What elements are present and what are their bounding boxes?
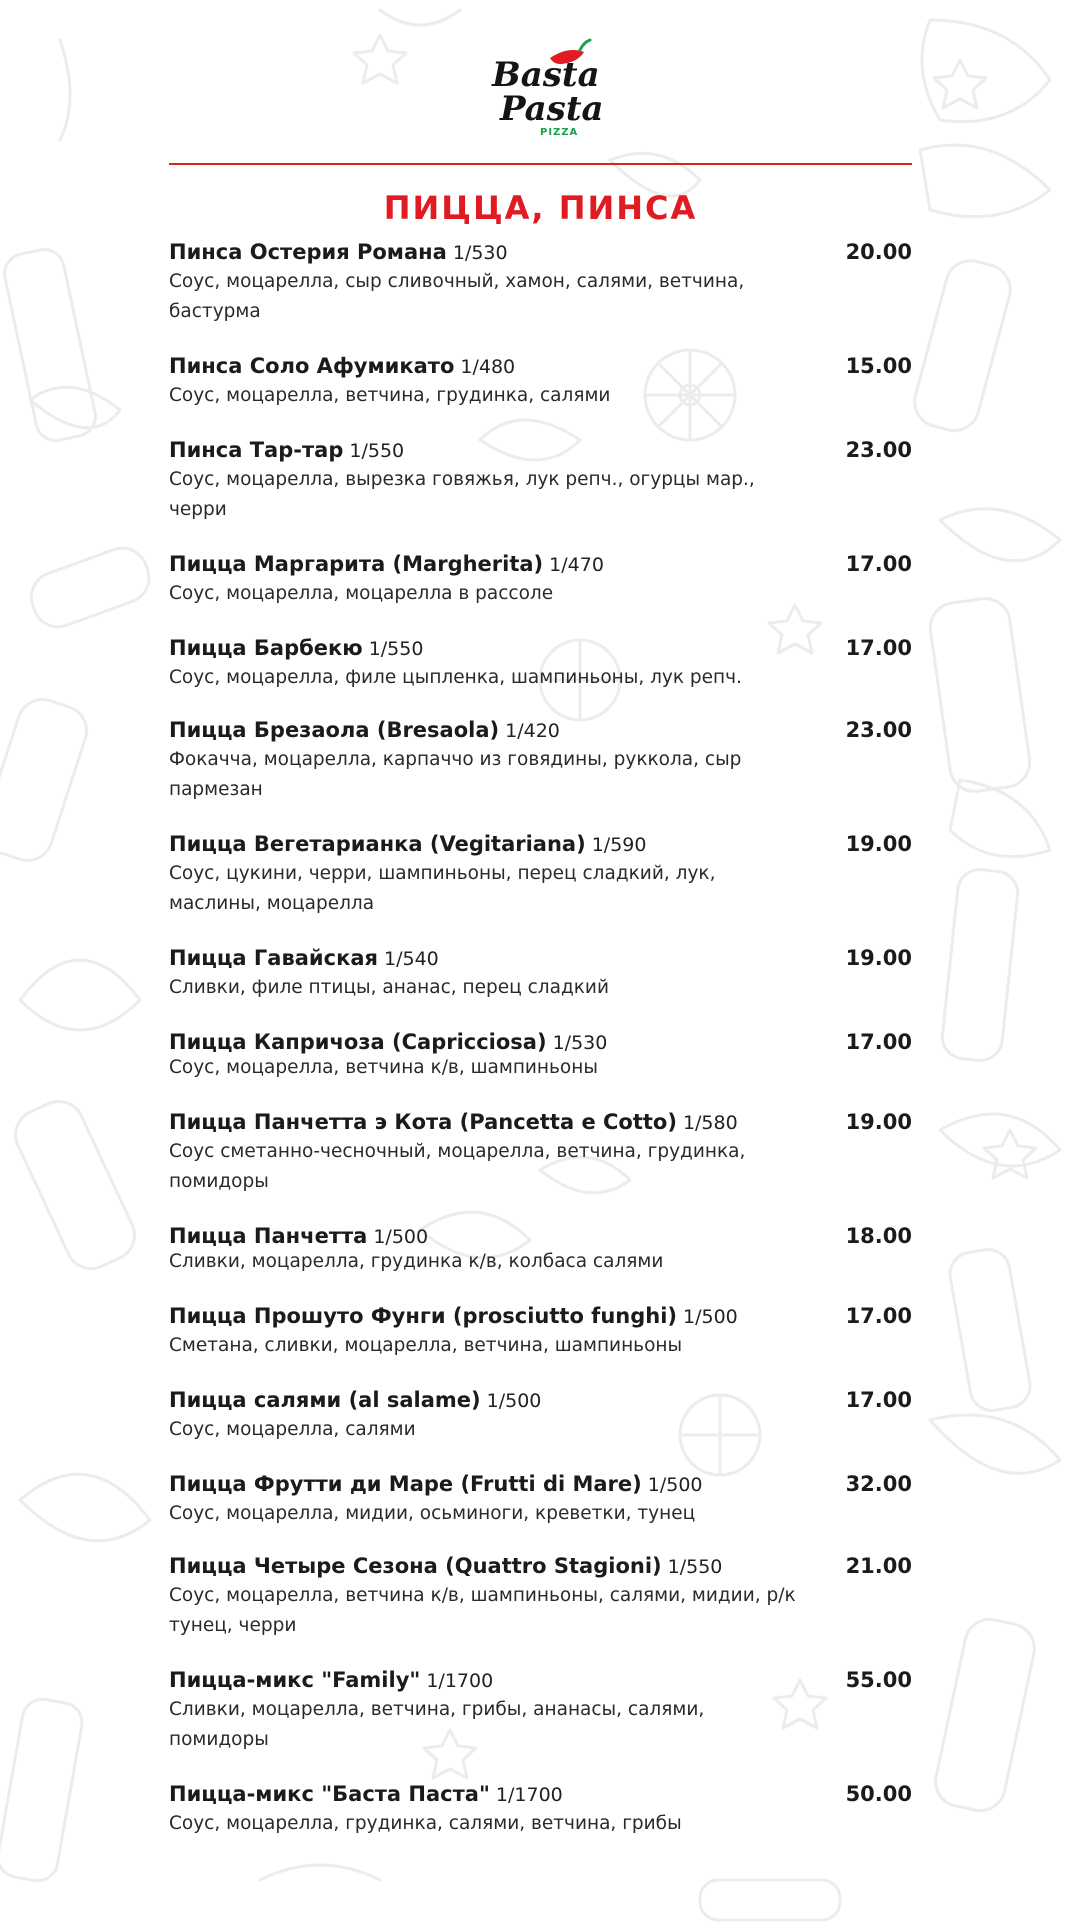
menu-item xyxy=(169,1385,912,1445)
item-name: Пинса Тар-тар xyxy=(169,438,344,462)
item-name: Пинса Соло Афумикато xyxy=(169,354,455,378)
item-description: Соус, моцарелла, ветчина к/в, шампиньоны, салями, мидии, р/к тунец, черри xyxy=(169,1585,796,1636)
item-description: Сметана, сливки, моцарелла, ветчина, шампиньоны xyxy=(169,1335,683,1356)
item-name: Пинса Остерия Романа xyxy=(169,240,447,264)
item-price: 21.00 xyxy=(845,1554,912,1578)
item-weight: 1/500 xyxy=(486,1390,542,1412)
logo-text-pasta: Pasta xyxy=(500,89,604,129)
item-description: Соус, моцарелла, филе цыпленка, шампиньоны, лук репч. xyxy=(169,667,742,688)
item-description: Соус, цукини, черри, шампиньоны, перец сладкий, лук, маслины, моцарелла xyxy=(169,863,716,914)
item-name: Пицца Прошуто Фунги (prosciutto funghi) xyxy=(169,1304,677,1328)
item-description: Сливки, филе птицы, ананас, перец сладкий xyxy=(169,977,609,998)
item-description: Фокачча, моцарелла, карпаччо из говядины, руккола, сыр пармезан xyxy=(169,749,742,800)
item-description: Соус, моцарелла, салями xyxy=(169,1419,416,1440)
menu-item xyxy=(169,715,912,805)
item-weight: 1/550 xyxy=(349,440,405,462)
item-price: 18.00 xyxy=(845,1224,912,1248)
menu-item xyxy=(169,1779,912,1839)
item-price: 17.00 xyxy=(845,636,912,660)
menu-item xyxy=(169,351,912,411)
item-price: 17.00 xyxy=(845,1030,912,1054)
item-price: 17.00 xyxy=(845,1388,912,1412)
menu-item xyxy=(169,1027,912,1079)
item-name: Пицца Четыре Сезона (Quattro Stagioni) xyxy=(169,1554,662,1578)
menu-list xyxy=(169,0,912,1922)
menu-item xyxy=(169,1221,912,1273)
item-price: 19.00 xyxy=(845,1110,912,1134)
item-name: Пицца Капричоза (Capricciosa) xyxy=(169,1030,547,1054)
logo-text-basta: Basta xyxy=(492,55,600,95)
item-weight: 1/420 xyxy=(505,720,560,742)
item-name: Пицца Гавайская xyxy=(169,946,378,970)
item-weight: 1/550 xyxy=(667,1556,723,1578)
item-description: Соус, моцарелла, мидии, осьминоги, креветки, тунец xyxy=(169,1503,696,1524)
menu-item xyxy=(169,237,912,327)
menu-item xyxy=(169,633,912,693)
item-price: 32.00 xyxy=(845,1472,912,1496)
item-description: Сливки, моцарелла, грудинка к/в, колбаса салями xyxy=(169,1251,664,1272)
item-name: Пицца Маргарита (Margherita) xyxy=(169,552,544,576)
item-weight: 1/500 xyxy=(683,1306,738,1328)
item-price: 19.00 xyxy=(845,946,912,970)
item-name: Пицца Панчетта э Кота (Pancetta e Cotto) xyxy=(169,1110,677,1134)
item-weight: 1/580 xyxy=(682,1112,738,1134)
item-description: Соус, моцарелла, сыр сливочный, хамон, салями, ветчина, бастурма xyxy=(169,271,745,322)
item-weight: 1/550 xyxy=(368,638,424,660)
item-weight: 1/470 xyxy=(549,554,604,576)
item-price: 50.00 xyxy=(845,1782,912,1806)
menu-item xyxy=(169,829,912,919)
menu-item xyxy=(169,1551,912,1641)
section-title: ПИЦЦА, ПИНСА xyxy=(383,189,698,227)
item-description: Соус, моцарелла, грудинка, салями, ветчина, грибы xyxy=(169,1813,682,1834)
item-weight: 1/530 xyxy=(452,242,508,264)
item-description: Соус, моцарелла, ветчина, грудинка, салями xyxy=(169,385,611,406)
item-name: Пицца салями (al salame) xyxy=(169,1388,481,1412)
item-price: 23.00 xyxy=(845,438,912,462)
item-name: Пицца Панчетта xyxy=(169,1224,368,1248)
item-price: 55.00 xyxy=(845,1668,912,1692)
item-price: 17.00 xyxy=(845,1304,912,1328)
item-description: Соус сметанно-чесночный, моцарелла, ветчина, грудинка, помидоры xyxy=(169,1141,746,1192)
item-price: 19.00 xyxy=(845,832,912,856)
item-price: 20.00 xyxy=(845,240,912,264)
menu-item xyxy=(169,549,912,609)
menu-item xyxy=(169,943,912,1003)
item-price: 23.00 xyxy=(845,718,912,742)
item-name: Пицца Барбекю xyxy=(169,636,363,660)
item-weight: 1/500 xyxy=(647,1474,703,1496)
menu-item xyxy=(169,1469,912,1529)
menu-item xyxy=(169,1301,912,1361)
menu-item xyxy=(169,1107,912,1197)
item-name: Пицца-микс "Баста Паста" xyxy=(169,1782,490,1806)
item-weight: 1/500 xyxy=(373,1226,429,1248)
item-price: 17.00 xyxy=(845,552,912,576)
logo-text-pizza: PIZZA xyxy=(540,127,579,138)
item-weight: 1/590 xyxy=(591,834,647,856)
item-weight: 1/530 xyxy=(552,1032,608,1054)
item-name: Пицца Брезаола (Bresaola) xyxy=(169,718,500,742)
item-weight: 1/1700 xyxy=(495,1784,563,1806)
item-description: Соус, моцарелла, ветчина к/в, шампиньоны xyxy=(169,1057,598,1078)
item-weight: 1/540 xyxy=(384,948,439,970)
item-price: 15.00 xyxy=(845,354,912,378)
menu-item xyxy=(169,435,912,525)
item-name: Пицца Вегетарианка (Vegitariana) xyxy=(169,832,586,856)
item-description: Соус, моцарелла, вырезка говяжья, лук репч., огурцы мар., черри xyxy=(169,469,755,520)
menu-item xyxy=(169,1665,912,1755)
item-description: Соус, моцарелла, моцарелла в рассоле xyxy=(169,583,554,604)
item-weight: 1/480 xyxy=(460,356,516,378)
item-name: Пицца Фрутти ди Маре (Frutti di Mare) xyxy=(169,1472,642,1496)
item-name: Пицца-микс "Family" xyxy=(169,1668,421,1692)
item-description: Сливки, моцарелла, ветчина, грибы, ананасы, салями, помидоры xyxy=(169,1699,705,1750)
item-weight: 1/1700 xyxy=(426,1670,494,1692)
